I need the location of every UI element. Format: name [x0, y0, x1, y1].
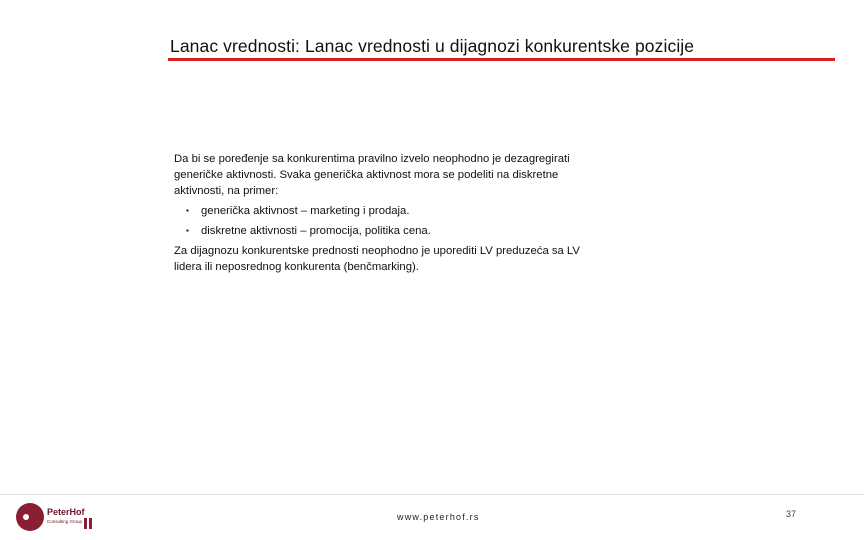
bullet-list	[174, 201, 594, 241]
page-number: 37	[786, 509, 797, 519]
footer-divider	[0, 494, 864, 495]
bullet-item-discrete	[174, 221, 594, 241]
bullet-item-generic	[174, 201, 594, 221]
square-bullet-icon: ▪	[186, 206, 189, 216]
logo-bar	[89, 518, 92, 529]
bullet-text: generička aktivnost – marketing i prodaja.	[201, 205, 410, 218]
logo-circle-icon	[16, 503, 44, 531]
bullet-text: diskretne aktivnosti – promocija, politika cena.	[201, 225, 431, 238]
logo-name: PeterHof	[47, 507, 85, 517]
square-bullet-icon: ▪	[186, 226, 189, 236]
slide-body	[174, 152, 594, 276]
slide-title: Lanac vrednosti: Lanac vrednosti u dijagnozi konkurentske pozicije	[170, 36, 695, 56]
company-logo	[16, 502, 126, 534]
conclusion-paragraph: Za dijagnozu konkurentske prednosti neophodno je uporediti LV preduzeća sa LV lidera ili neposrednog konkurenta (benčmarking).	[174, 245, 580, 274]
footer-url: www.peterhof.rs	[397, 512, 480, 522]
logo-dot-icon	[23, 514, 29, 520]
logo-subtitle: Consulting Group	[47, 519, 83, 524]
logo-bar	[84, 518, 87, 529]
intro-paragraph: Da bi se poređenje sa konkurentima pravilno izvelo neophodno je dezagregirati generičke aktivnosti. Svaka generička aktivnost mora se podeliti na diskretne aktivnosti, na primer:	[174, 153, 570, 197]
logo-bars-icon	[84, 518, 94, 530]
title-underline	[168, 58, 835, 61]
